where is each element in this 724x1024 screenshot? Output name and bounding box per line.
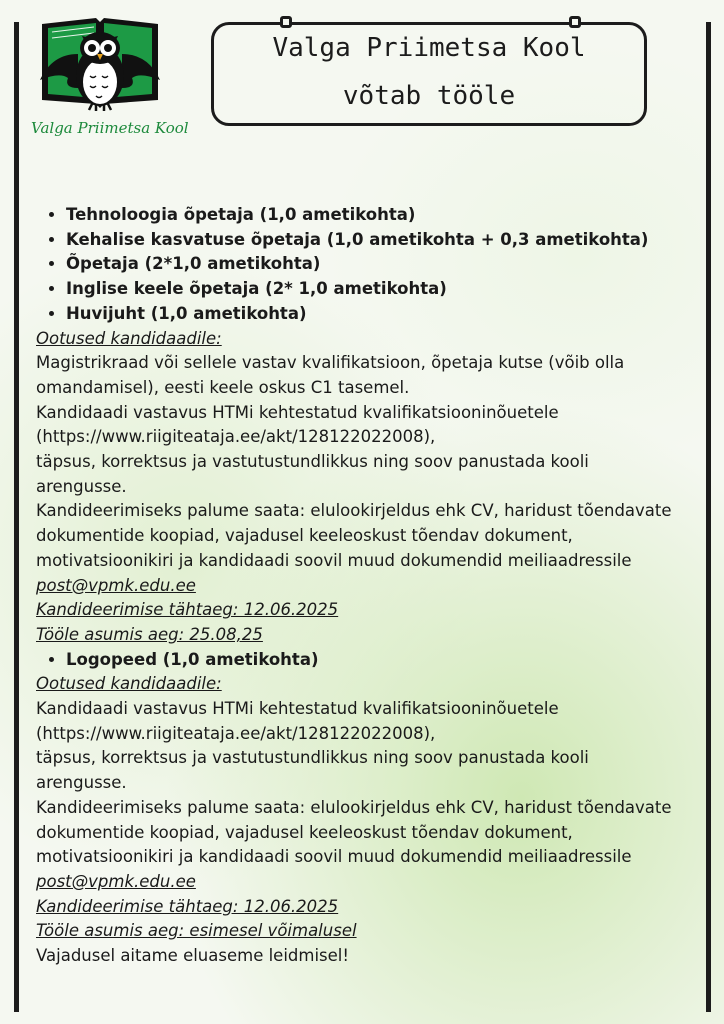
- left-border-line: [14, 22, 19, 1012]
- qualities-text: täpsus, korrektsus ja vastutustundlikkus ning soov panustada kooli arengusse.: [36, 748, 589, 793]
- email-link[interactable]: post@vpmk.edu.ee: [36, 575, 196, 595]
- application-text: [36, 796, 676, 895]
- start-date-text: Tööle asumis aeg: 25.08,25: [36, 624, 263, 644]
- deadline-text: Kandideerimise tähtaeg: 12.06.2025: [36, 896, 339, 916]
- position-item: • Kehalise kasvatuse õpetaja (1,0 ametikohta + 0,3 ametikohta): [66, 228, 676, 253]
- school-logo: [28, 14, 189, 142]
- position-item: • Huvijuht (1,0 ametikohta): [66, 302, 676, 327]
- logo-caption: Valga Priimetsa Kool: [31, 119, 189, 137]
- expectations-heading: Ootused kandidaadile:: [36, 674, 222, 694]
- email-link[interactable]: post@vpmk.edu.ee: [36, 871, 196, 891]
- title-frame: [211, 22, 647, 126]
- position-item: • Tehnoloogia õpetaja (1,0 ametikohta): [66, 203, 676, 228]
- expectations-heading: Ootused kandidaadile:: [36, 328, 222, 348]
- position-item: • Õpetaja (2*1,0 ametikohta): [66, 252, 676, 277]
- deadline-text: Kandideerimise tähtaeg: 12.06.2025: [36, 600, 339, 620]
- qualification-text: Kandidaadi vastavus HTMi kehtestatud kvalifikatsiooninõuetele (https://www.riigiteataja.ee/akt/128122022008),: [36, 699, 559, 743]
- right-border-line: [706, 22, 711, 1012]
- positions-list: [36, 203, 676, 327]
- start-date-text: Tööle asumis aeg: esimesel võimalusel: [36, 921, 357, 941]
- requirements-text: Magistrikraad või sellele vastav kvalifikatsioon, õpetaja kutse (võib olla omandamisel), eesti keele oskus C1 tasemel.: [36, 353, 625, 397]
- page-title-line1: Valga Priimetsa Kool: [272, 33, 586, 63]
- page-title-line2: võtab tööle: [342, 81, 516, 111]
- position-item: • Inglise keele õpetaja (2* 1,0 ametikohta): [66, 277, 676, 302]
- positions-list-2: [36, 648, 676, 673]
- frame-knob-right: [569, 16, 581, 28]
- application-instructions: Kandideerimiseks palume saata: elulookirjeldus ehk CV, haridust tõendavate dokumentide koopiad, vajadusel keeleoskust tõendav dokument, motivatsioonikiri ja kandidaadi soovil muud dokumendid meiliaadressile: [36, 501, 672, 570]
- qualities-text: täpsus, korrektsus ja vastutustundlikkus ning soov panustada kooli arengusse.: [36, 452, 589, 496]
- job-ad-content: [36, 203, 676, 969]
- frame-knob-left: [280, 16, 292, 28]
- position-item: • Logopeed (1,0 ametikohta): [66, 648, 676, 673]
- owl-book-logo-icon: [38, 14, 162, 118]
- closing-text: Vajadusel aitame eluaseme leidmisel!: [36, 946, 349, 966]
- application-text: [36, 499, 676, 598]
- qualification-text: Kandidaadi vastavus HTMi kehtestatud kvalifikatsiooninõuetele (https://www.riigiteataja.ee/akt/128122022008),: [36, 402, 559, 447]
- application-instructions: Kandideerimiseks palume saata: elulookirjeldus ehk CV, haridust tõendavate dokumentide koopiad, vajadusel keeleoskust tõendav dokument, motivatsioonikiri ja kandidaadi soovil muud dokumendid meiliaadressile: [36, 797, 672, 867]
